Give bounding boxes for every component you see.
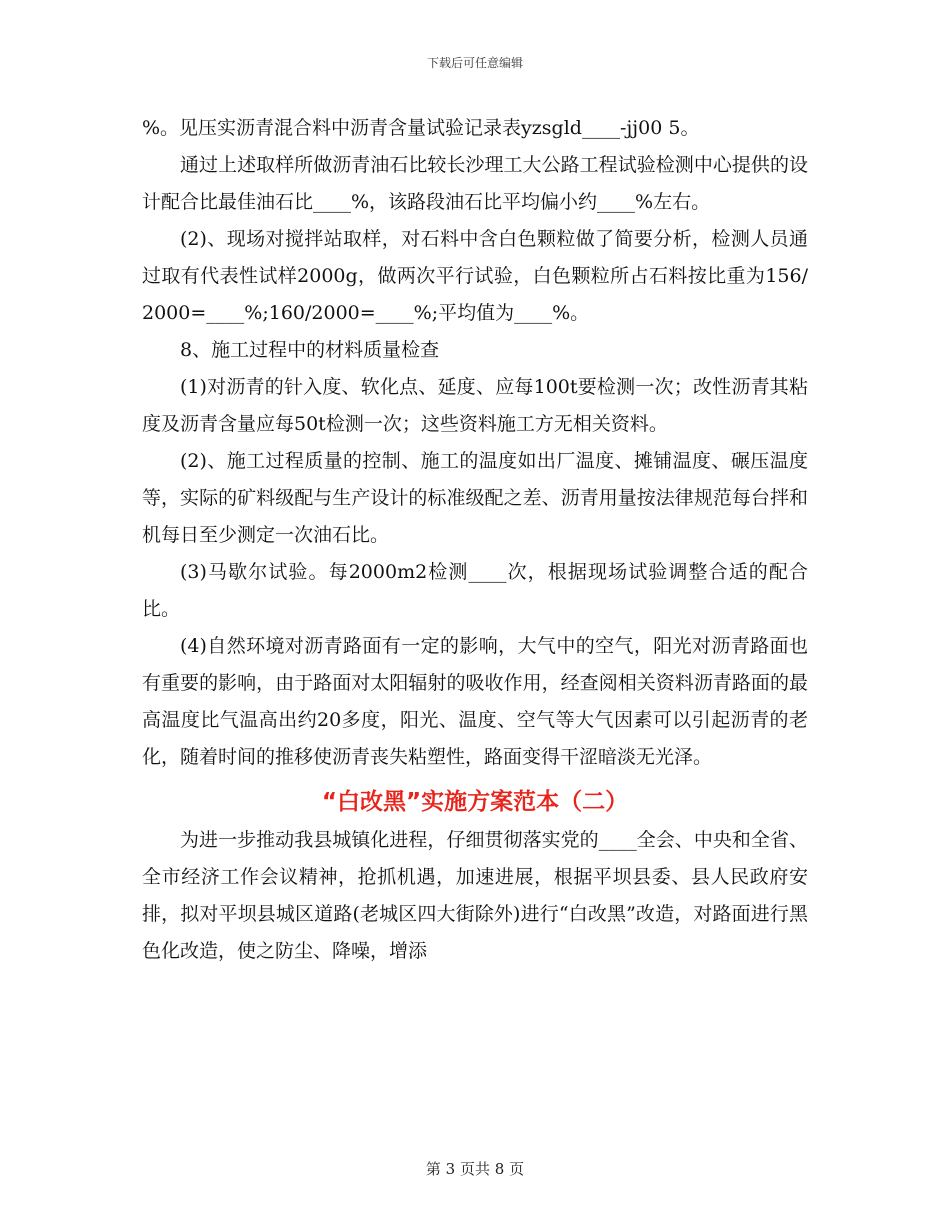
paragraph-asphalt-testing: (1)对沥青的针入度、软化点、延度、应每100t要检测一次；改性沥青其粘度及沥青含量应每50t检测一次；这些资料施工方无相关资料。 [142, 376, 808, 435]
document-body [142, 110, 808, 970]
paragraph-oil-ratio: 通过上述取样所做沥青油石比较长沙理工大公路工程试验检测中心提供的设计配合比最佳油石比____%，该路段油石比平均偏小约____%左右。 [142, 154, 808, 213]
paragraph-white-particles: (2)、现场对搅拌站取样，对石料中含白色颗粒做了简要分析，检测人员通过取有代表性试样2000g，做两次平行试验，白色颗粒所占石料按比重为156/2000=____%;160/2000=____%;平均值为____%。 [142, 228, 808, 324]
page-footer: 第 3 页共 8 页 [425, 1160, 525, 1178]
paragraph-marshall-test: (3)马歇尔试验。每2000m2检测____次，根据现场试验调整合适的配合比。 [142, 561, 808, 620]
section-title: “白改黑”实施方案范本（二） [321, 789, 629, 815]
paragraph-process-control: (2)、施工过程质量的控制、施工的温度如出厂温度、摊铺温度、碾压温度等，实际的矿料级配与生产设计的标准级配之差、沥青用量按法律规范每台拌和机每日至少测定一次油石比。 [142, 450, 808, 546]
paragraph-continuation: %。见压实沥青混合料中沥青含量试验记录表yzsgld____-jj00 5。 [142, 117, 700, 139]
paragraph-environment: (4)自然环境对沥青路面有一定的影响，大气中的空气，阳光对沥青路面也有重要的影响，由于路面对太阳辐射的吸收作用，经查阅相关资料沥青路面的最高温度比气温高出约20多度，阳光、温度、空气等大气因素可以引起沥青的老化，随着时间的推移使沥青丧失粘塑性，路面变得干涩暗淡无光泽。 [142, 635, 808, 768]
page-header: 下载后可任意编辑 [426, 56, 523, 70]
section-heading-material-check: 8、施工过程中的材料质量检查 [180, 339, 440, 361]
paragraph-plan-intro: 为进一步推动我县城镇化进程，仔细贯彻落实党的____全会、中央和全省、全市经济工作会议精神，抢抓机遇，加速进展，根据平坝县委、县人民政府安排，拟对平坝县城区道路(老城区四大街除外)进行“白改黑”改造，对路面进行黑色化改造，使之防尘、降噪，增添 [142, 829, 808, 962]
